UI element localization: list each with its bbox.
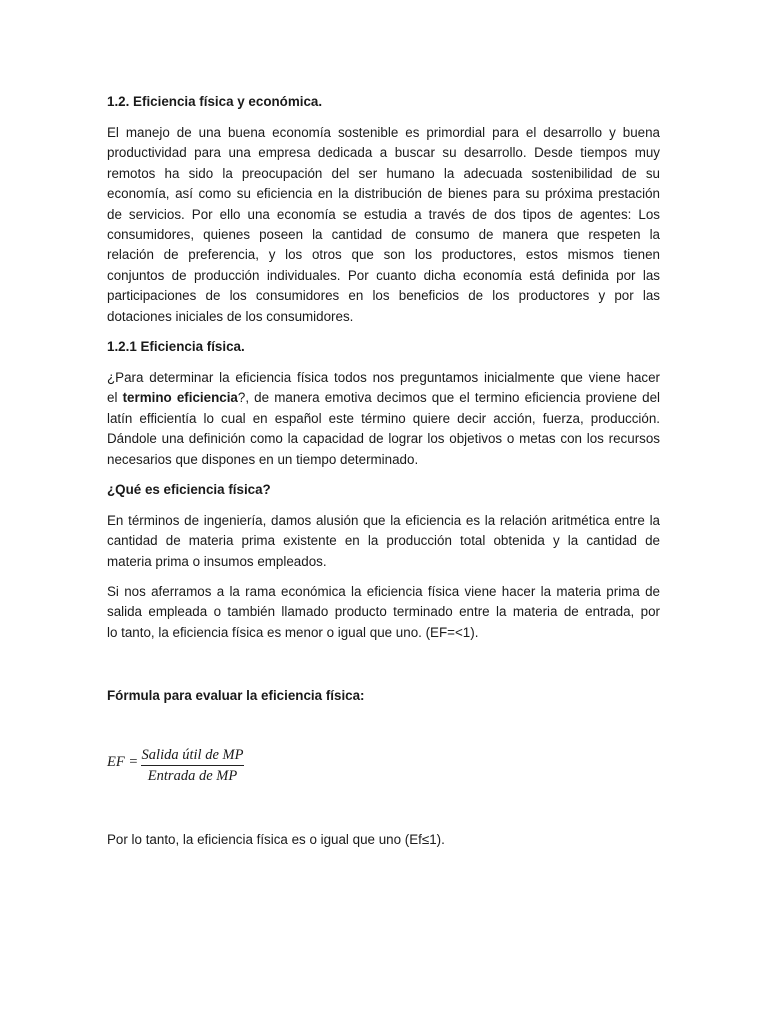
paragraph-line <box>107 388 660 408</box>
conclusion-text <box>107 830 660 850</box>
paragraph-text: ?, de manera emotiva decimos que el termino eficiencia proviene del <box>237 390 660 406</box>
paragraph-line: conjuntos de producción individuales. Por cuanto dicha economía está definida por las <box>107 267 660 283</box>
bold-term-eficiencia: termino eficiencia <box>122 390 238 406</box>
paragraph-line: relación de preferencia, y los otros que son los productores, estos mismos tienen <box>107 247 660 263</box>
section-heading-1-2-1: 1.2.1 Eficiencia física. <box>107 339 245 354</box>
formula-fraction <box>141 746 244 785</box>
paragraph-line: economía, así como su eficiencia en la distribución de bienes para su próxima prestación <box>107 186 660 202</box>
paragraph-line: participaciones de los consumidores en los beneficios de los productores y por las <box>107 288 660 304</box>
paragraph-line: cantidad de materia prima existente en la producción total obtenida y la cantidad de <box>107 533 660 549</box>
question-heading: ¿Qué es eficiencia física? <box>107 482 271 497</box>
paragraph-line: El manejo de una buena economía sostenible es primordial para el desarrollo y buena <box>107 125 660 140</box>
paragraph-line: Si nos aferramos a la rama económica la eficiencia física viene hacer la materia prima de <box>107 584 660 599</box>
paragraph-line: productividad para una empresa dedicada a buscar su desarrollo. Desde tiempos muy <box>107 145 660 161</box>
paragraph-line: materia prima o insumos empleados. <box>107 553 327 569</box>
paragraph-line: En términos de ingeniería, damos alusión que la eficiencia es la relación aritmética entre la <box>107 513 660 528</box>
paragraph-rama-economica <box>107 582 660 643</box>
paragraph-ingenieria <box>107 511 660 572</box>
paragraph-line: necesarios que dispones en un tiempo determinado. <box>107 451 419 467</box>
paragraph-line: dotaciones iniciales de los consumidores. <box>107 308 354 324</box>
paragraph-line: consumidores, quienes poseen la cantidad de consumo de manera que respeten la <box>107 227 660 243</box>
paragraph-line: latín efficientía lo cual en español este término quiere decir acción, fuerza, producción. <box>107 410 660 426</box>
paragraph-line: ¿Para determinar la eficiencia física todos nos preguntamos inicialmente que viene hacer <box>107 370 660 385</box>
formula-numerator: Salida útil de MP <box>141 747 244 763</box>
paragraph-text: el <box>107 390 123 406</box>
formula-heading: Fórmula para evaluar la eficiencia física: <box>107 688 365 703</box>
fraction-bar <box>141 765 244 766</box>
paragraph-line: Dándole una definición como la capacidad de lograr los objetivos o metas con los recursos <box>107 431 660 447</box>
paragraph-line: salida empleada o también llamado producto terminado entre la materia de entrada, por <box>107 604 660 620</box>
paragraph-line: Por lo tanto, la eficiencia física es o igual que uno (Ef≤1). <box>107 832 445 847</box>
paragraph-line: lo tanto, la eficiencia física es menor o igual que uno. (EF=<1). <box>107 624 479 640</box>
document-page <box>107 0 660 1024</box>
formula-lhs: EF = <box>107 754 139 770</box>
paragraph-line: de servicios. Por ello una economía se estudia a través de dos tipos de agentes: Los <box>107 206 660 222</box>
paragraph-economia-sostenible <box>107 123 660 327</box>
formula-denominator: Entrada de MP <box>147 768 238 784</box>
paragraph-line: remotos ha sido la preocupación del ser humano la adecuada sostenibilidad de su <box>107 165 660 181</box>
section-heading-1-2: 1.2. Eficiencia física y económica. <box>107 94 323 109</box>
paragraph-eficiencia-definicion <box>107 368 660 470</box>
